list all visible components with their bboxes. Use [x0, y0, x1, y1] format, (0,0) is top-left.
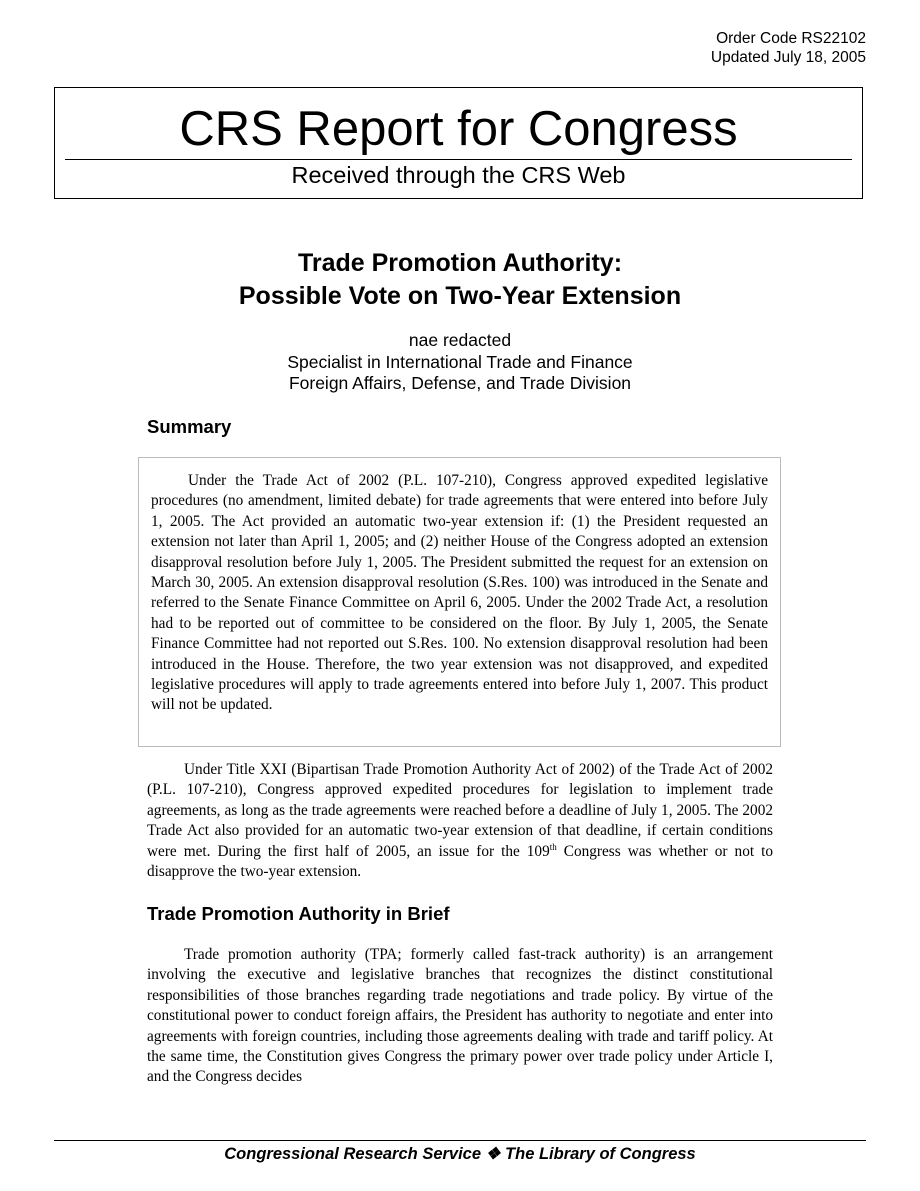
author-name: nae redacted: [408, 330, 512, 350]
footer-rule: [54, 1140, 866, 1141]
masthead-box: [54, 87, 863, 199]
intro-paragraph: [147, 760, 773, 882]
order-code-block: [711, 29, 866, 67]
author-block: [0, 330, 920, 395]
footer: [0, 1144, 920, 1164]
title-line-2: Possible Vote on Two-Year Extension: [238, 282, 682, 310]
author-title: Specialist in International Trade and Finance: [287, 351, 633, 372]
summary-text: Under the Trade Act of 2002 (P.L. 107-210), Congress approved expedited legislative procedures (no amendment, limited debate) for trade agreements that were entered into before July 1, 2005. The Act provided an automatic two-year extension if: (1) the President requested an extension not later than April 1, 2005; and (2) neither House of the Congress adopted an extension disapproval resolution before July 1, 2005. The President submitted the request for an extension on March 30, 2005. An extension disapproval resolution (S.Res. 100) was introduced in the Senate and referred to the Senate Finance Committee on April 6, 2005. Under the 2002 Trade Act, a resolution had to be reported out of committee to be considered on the floor. By July 1, 2005, the Senate Finance Committee had not reported out S.Res. 100. No extension disapproval resolution had been introduced in the House. Therefore, the two year extension was not disapproved, and expedited legislative procedures will apply to trade agreements entered into before July 1, 2007. This product will not be updated.: [151, 472, 768, 714]
masthead-title: CRS Report for Congress: [179, 102, 738, 156]
intro-paragraph-block: [147, 760, 773, 882]
summary-heading: Summary: [147, 416, 232, 437]
intro-superscript: th: [549, 841, 557, 852]
title-line-1: Trade Promotion Authority:: [297, 249, 623, 277]
order-code: Order Code RS22102: [716, 30, 866, 47]
author-division: Foreign Affairs, Defense, and Trade Division: [288, 373, 632, 393]
section-paragraph-block: [147, 945, 773, 1088]
intro-text-after: Congress was whether or not to disapprove the two-year extension.: [147, 842, 773, 881]
updated-date: Updated July 18, 2005: [710, 49, 866, 66]
section-paragraph: Trade promotion authority (TPA; formerly called fast-track authority) is an arrangement involving the executive and legislative branches that recognizes the distinct constitutional responsibilities of those branches regarding trade negotiations and trade policy. By virtue of the constitutional power to conduct foreign affairs, the President has authority to negotiate and enter into agreements with foreign countries, including those agreements dealing with trade and tariff policy. At the same time, the Constitution gives Congress the primary power over trade policy under Article I, and the Congress decides: [147, 946, 773, 1086]
intro-text-before: Under Title XXI (Bipartisan Trade Promotion Authority Act of 2002) of the Trade Act of 2002 (P.L. 107-210), Congress approved expedited procedures for legislation to implement trade agreements, as long as the trade agreements were reached before a deadline of July 1, 2005. The 2002 Trade Act also provided for an automatic two-year extension of that deadline, if certain conditions were met. During the first half of 2005, an issue for the 109: [147, 761, 773, 860]
footer-separator-icon: ❖: [485, 1145, 501, 1163]
masthead-subtitle: Received through the CRS Web: [291, 162, 626, 188]
masthead-rule: [65, 159, 852, 160]
section-heading: Trade Promotion Authority in Brief: [147, 903, 450, 924]
footer-crs: Congressional Research Service: [224, 1145, 482, 1163]
footer-loc: The Library of Congress: [505, 1145, 696, 1163]
document-title: [0, 247, 920, 313]
summary-box: [138, 457, 781, 747]
